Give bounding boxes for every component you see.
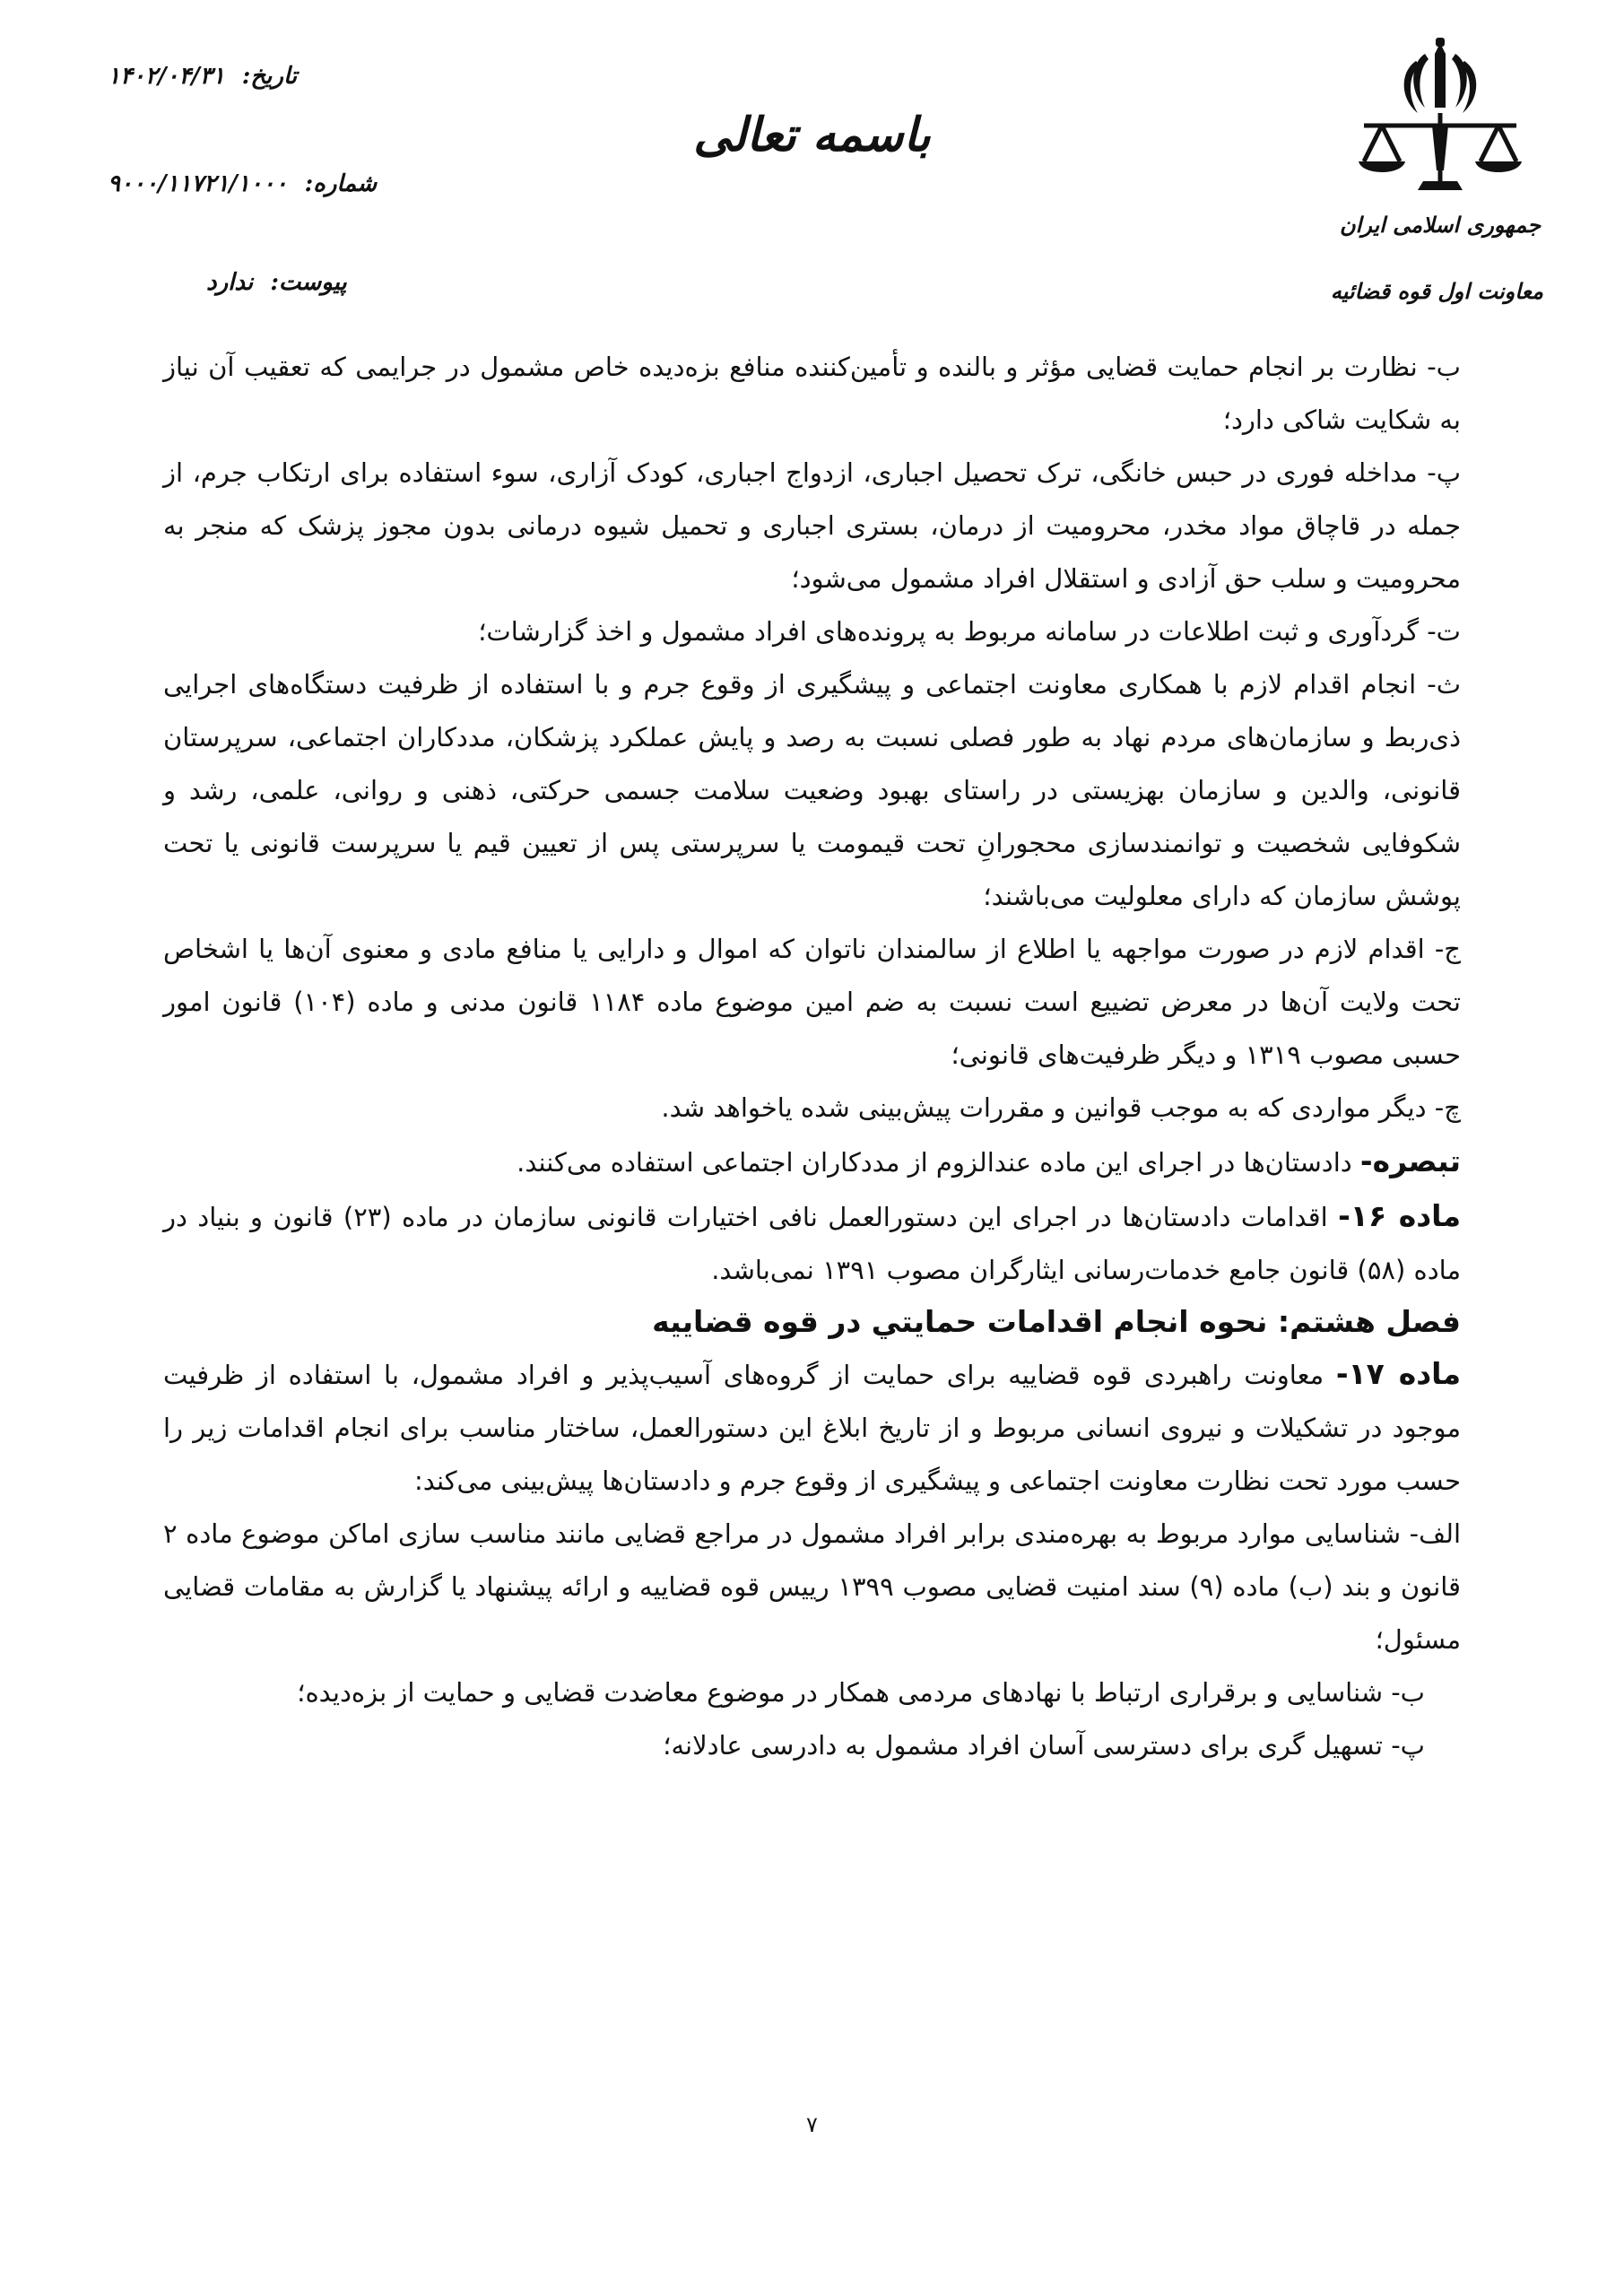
document-body (163, 341, 1461, 1772)
article-17-text: معاونت راهبردی قوه قضاییه برای حمایت از گروه‌های آسیب‌پذیر و افراد مشمول، با استفاده از ظرفیت موجود در تشکیلات و نیروی انسانی مربوط و از تاریخ ابلاغ این دستورالعمل، ساختار مناسب برای انجام اقدامات زیر را حسب مورد تحت نظارت معاونت اجتماعی و پیشگیری از وقوع جرم و دادستان‌ها پیش‌بینی می‌کند: (163, 1360, 1461, 1496)
clause-p: پ- مداخله فوری در حبس خانگی، ترک تحصیل اجباری، ازدواج اجباری، کودک آزاری، سوء استفاده برای ارتکاب جرم، از جمله در قاچاق مواد مخدر، محرومیت از درمان، بستری اجباری و تحمیل شیوه درمانی بدون مجوز پزشک که منجر به محرومیت و سلب حق آزادی و استقلال افراد مشمول می‌شود؛ (163, 457, 1461, 594)
letter-date-label: تاریخ: (241, 63, 298, 90)
letter-attachment (206, 269, 347, 296)
clause-b: ب- نظارت بر انجام حمایت قضایی مؤثر و بالنده و تأمین‌کننده منافع بزه‌دیده خاص مشمول در جرایمی که تعقیب آن نیاز به شکایت شاکی دارد؛ (163, 352, 1461, 435)
article-17-label: ماده ۱۷- (1335, 1356, 1461, 1391)
article-17-clause-alef: الف- شناسایی موارد مربوط به بهره‌مندی برابر افراد مشمول در مراجع قضایی مانند مناسب سازی اماکن موضوع ماده ۲ قانون و بند (ب) ماده (۹) سند امنیت قضایی مصوب ۱۳۹۹ رییس قوه قضاییه و ارائه پیشنهاد یا گزارش به مقامات قضایی مسئول؛ (163, 1518, 1461, 1655)
article-17 (163, 1347, 1461, 1508)
clause-ch: چ- دیگر مواردی که به موجب قوانین و مقررات پیش‌بینی شده یاخواهد شد. (661, 1092, 1461, 1123)
note-label: تبصره- (1359, 1144, 1461, 1178)
note-paragraph (163, 1135, 1461, 1189)
clause-j: ج- اقدام لازم در صورت مواجهه یا اطلاع از سالمندان ناتوان که اموال و دارایی یا منافع مادی و معنوی آن‌ها یا اشخاص تحت ولایت آن‌ها در معرض تضییع است نسبت به ضم امین موضوع ماده ۱۱۸۴ قانون مدنی و ماده (۱۰۴) قانون امور حسبی مصوب ۱۳۱۹ و دیگر ظرفیت‌های قانونی؛ (163, 934, 1462, 1070)
clause-s: ث- انجام اقدام لازم با همکاری معاونت اجتماعی و پیشگیری از وقوع جرم و با استفاده از ظرفیت دستگاه‌های اجرایی ذی‌ربط و سازمان‌های مردم نهاد به طور فصلی نسبت به رصد و پایش عملکرد پزشکان، مددکاران اجتماعی، سرپرستان قانونی، والدین و سازمان بهزیستی در راستای بهبود وضعیت سلامت جسمی حرکتی، ذهنی و روانی، علمی، رشد و شکوفایی شخصیت و توانمندسازی محجورانِ تحت قیمومت یا سرپرستی پس از تعیین قیم یا سرپرست قانونی یا تحت پوشش سازمان که دارای معلولیت می‌باشند؛ (163, 669, 1461, 911)
article-17-clause-p: پ- تسهیل گری برای دسترسی آسان افراد مشمول به دادرسی عادلانه؛ (663, 1730, 1425, 1761)
letter-date (108, 63, 297, 90)
article-16 (163, 1189, 1461, 1297)
article-16-label: ماده ۱۶- (1338, 1198, 1461, 1233)
letter-number (108, 170, 377, 197)
chapter-8-heading: فصل هشتم: نحوه انجام اقدامات حمايتي در قوه قضاییه (652, 1304, 1461, 1339)
page-number: ۷ (806, 2112, 818, 2137)
letter-attachment-value: ندارد (206, 269, 254, 296)
article-17-clause-b: ب- شناسایی و برقراری ارتباط با نهادهای مردمی همکار در موضوع معاضدت قضایی و حمایت از بزه‌دیده؛ (297, 1677, 1425, 1708)
letter-number-label: شماره: (304, 170, 378, 197)
letterhead-office-name: معاونت اول قوه قضائیه (1330, 278, 1543, 304)
note-text: دادستان‌ها در اجرای این ماده عندالزوم از مددکاران اجتماعی استفاده می‌کنند. (517, 1147, 1360, 1178)
basmala-heading: باسمه تعالی (693, 108, 931, 162)
letter-attachment-label: پیوست: (270, 269, 347, 296)
letter-number-value: ۹۰۰۰/۱۱۷۲۱/۱۰۰۰ (108, 170, 288, 197)
article-16-text: اقدامات دادستان‌ها در اجرای این دستورالعمل نافی اختیارات قانونی سازمان در ماده (۲۳) قانون و بنیاد در ماده (۵۸) قانون جامع خدمات‌رسانی ایثارگران مصوب ۱۳۹۱ نمی‌باشد. (163, 1202, 1461, 1285)
clause-t: ت- گردآوری و ثبت اطلاعات در سامانه مربوط به پرونده‌های افراد مشمول و اخذ گزارشات؛ (478, 616, 1461, 647)
letterhead-country-name: جمهوری اسلامی ایران (1339, 212, 1541, 238)
letter-date-value: ۱۴۰۲/۰۴/۳۱ (108, 63, 225, 90)
